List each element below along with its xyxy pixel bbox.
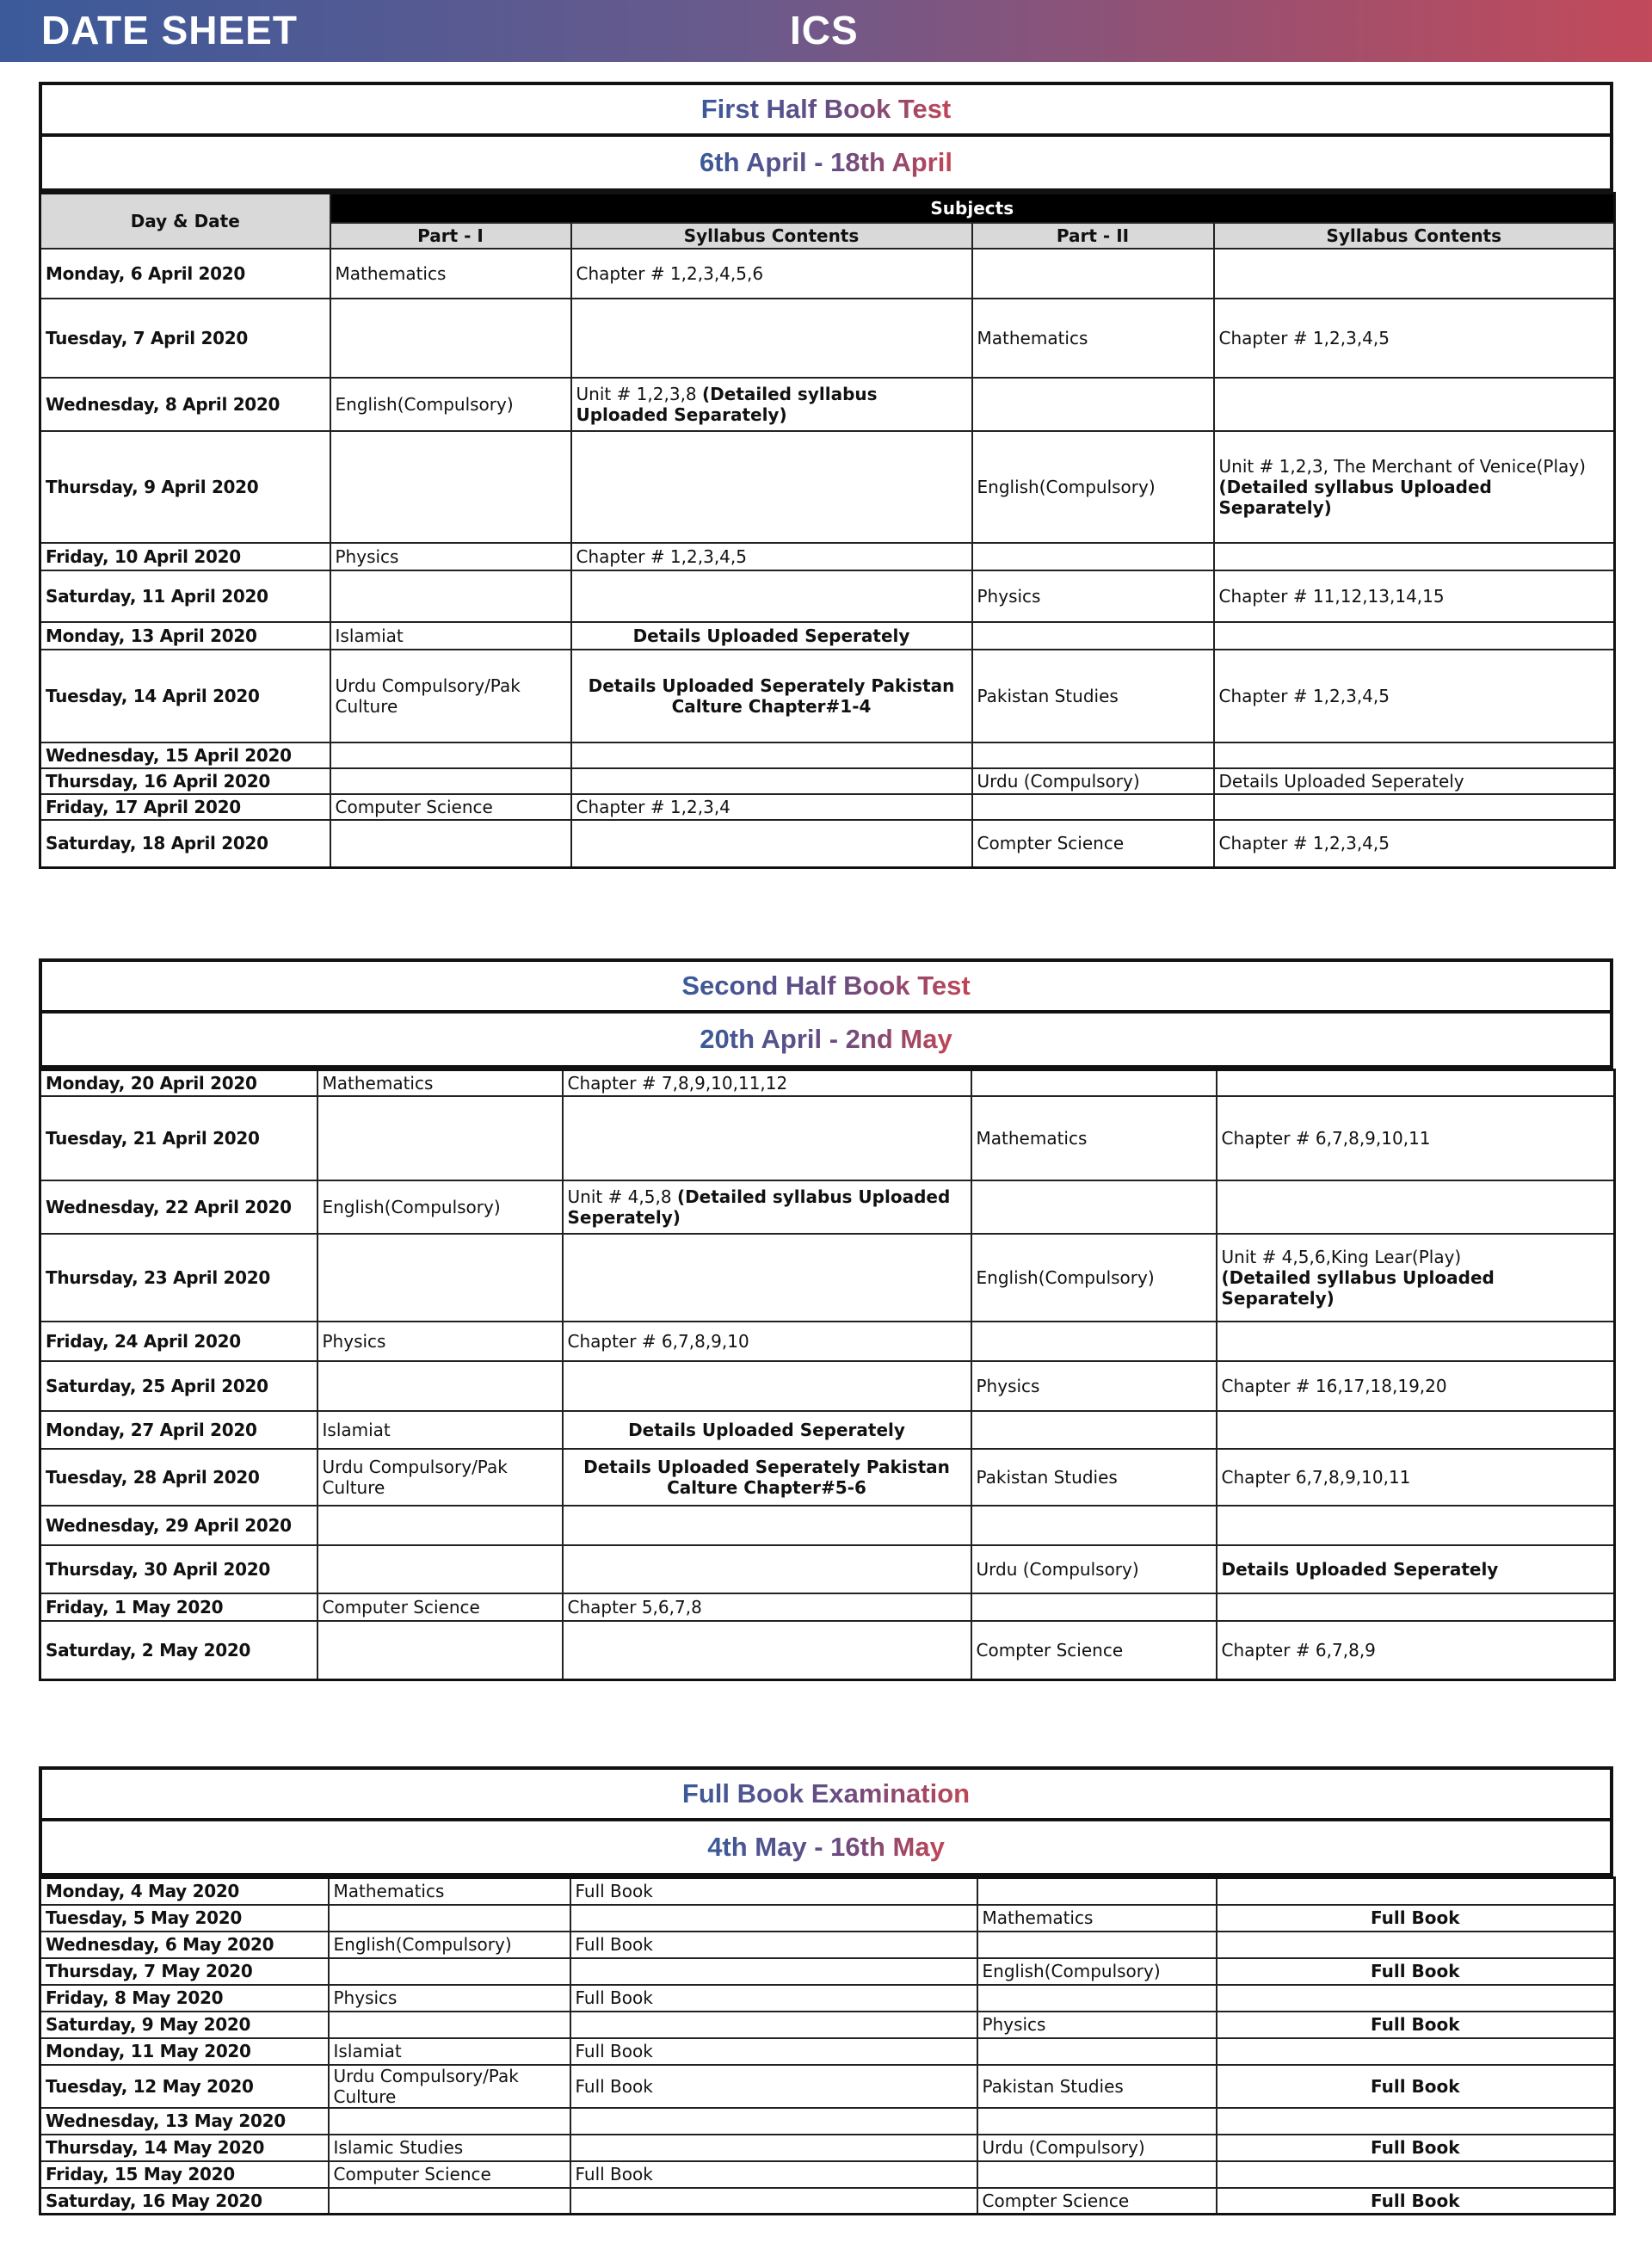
syllabus-text: Unit # 4,5,8 — [567, 1186, 672, 1207]
section-dates: 6th April - 18th April — [700, 147, 952, 177]
part1-subject-cell — [317, 1506, 563, 1545]
part1-syllabus-cell — [571, 742, 972, 768]
table-row — [40, 1985, 1615, 2012]
part2-subject-cell: Physics — [977, 2012, 1217, 2038]
syllabus-text: Unit # 1,2,3, The Merchant of Venice(Play) — [1218, 455, 1586, 477]
part2-subject-cell — [972, 543, 1214, 570]
subjects-header: Subjects — [330, 194, 1615, 223]
part1-syllabus-cell — [570, 2012, 977, 2038]
day-date-cell: Saturday, 25 April 2020 — [40, 1361, 317, 1411]
part2-syllabus-cell — [1214, 543, 1615, 570]
part1-subject-cell: Physics — [329, 1985, 570, 2012]
part2-subject-cell — [972, 378, 1214, 431]
table-row — [40, 2108, 1615, 2135]
table-row — [40, 1322, 1615, 1361]
table-row — [40, 1411, 1615, 1449]
part2-syllabus-cell — [1217, 1411, 1615, 1449]
schedule-table — [39, 1069, 1616, 1681]
part2-syllabus-cell — [1217, 1361, 1615, 1411]
part2-syllabus-cell — [1217, 1545, 1615, 1593]
day-date-cell: Thursday, 9 April 2020 — [40, 431, 330, 543]
table-row — [40, 1621, 1615, 1679]
day-date-cell: Thursday, 14 May 2020 — [40, 2135, 329, 2161]
part2-subject-cell: English(Compulsory) — [971, 1234, 1217, 1322]
part2-syllabus-cell — [1217, 2038, 1615, 2065]
day-date-cell: Saturday, 2 May 2020 — [40, 1621, 317, 1679]
date-sheet-heading: DATE SHEET — [41, 8, 298, 52]
table-row — [40, 820, 1615, 868]
part1-subject-cell: Islamiat — [329, 2038, 570, 2065]
day-date-cell: Friday, 15 May 2020 — [40, 2161, 329, 2188]
syllabus-text: Chapter # 6,7,8,9 — [1221, 1639, 1376, 1661]
part2-syllabus-cell — [1214, 820, 1615, 868]
table-row — [40, 650, 1615, 742]
part2-syllabus-cell — [1217, 2161, 1615, 2188]
day-date-cell: Wednesday, 29 April 2020 — [40, 1506, 317, 1545]
part1-syllabus-cell — [563, 1096, 971, 1180]
part2-syllabus-cell — [1214, 794, 1615, 820]
part2-syllabus-cell — [1214, 650, 1615, 742]
part1-syllabus-cell — [563, 1545, 971, 1593]
part1-subject-cell — [330, 768, 571, 794]
syllabus-text: Chapter # 7,8,9,10,11,12 — [567, 1073, 788, 1094]
table-row — [40, 1096, 1615, 1180]
part1-syllabus-cell — [571, 431, 972, 543]
part2-syllabus-cell — [1214, 299, 1615, 378]
section-dates: 20th April - 2nd May — [700, 1024, 952, 1054]
syllabus-note: Details Uploaded Seperately Pakistan Calture Chapter#1-4 — [588, 675, 955, 717]
table-row — [40, 431, 1615, 543]
part2-syllabus-cell — [1217, 1905, 1615, 1932]
syllabus-note: (Detailed syllabus Uploaded Separately) — [1218, 476, 1492, 518]
table-row — [40, 1449, 1615, 1506]
day-date-cell: Friday, 10 April 2020 — [40, 543, 330, 570]
part2-subject-cell — [971, 1180, 1217, 1234]
part2-subject-cell: Mathematics — [977, 1905, 1217, 1932]
part1-syllabus-cell — [571, 249, 972, 299]
part2-syllabus-cell — [1217, 1180, 1615, 1234]
syllabus-text: Details Uploaded Seperately — [1218, 770, 1464, 792]
part2-subject-cell: English(Compulsory) — [972, 431, 1214, 543]
part2-subject-cell: Physics — [971, 1361, 1217, 1411]
part1-subject-cell: English(Compulsory) — [317, 1180, 563, 1234]
part2-subject-cell — [972, 249, 1214, 299]
part2-syllabus-cell — [1217, 1234, 1615, 1322]
part1-subject-cell — [317, 1096, 563, 1180]
header-bar — [0, 0, 1652, 62]
part2-syllabus-cell — [1214, 622, 1615, 650]
part2-subject-cell: Compter Science — [977, 2188, 1217, 2215]
part2-header: Part - II — [972, 223, 1214, 249]
part2-subject-cell — [977, 2161, 1217, 2188]
syllabus1-header: Syllabus Contents — [571, 223, 972, 249]
part1-syllabus-cell — [571, 622, 972, 650]
subjects-header-row — [40, 194, 1615, 223]
syllabus-text: Chapter # 6,7,8,9,10,11 — [1221, 1128, 1431, 1149]
day-date-cell: Monday, 20 April 2020 — [40, 1070, 317, 1097]
part1-subject-cell: English(Compulsory) — [329, 1932, 570, 1958]
day-date-cell: Tuesday, 14 April 2020 — [40, 650, 330, 742]
day-date-cell: Monday, 27 April 2020 — [40, 1411, 317, 1449]
day-date-cell: Friday, 17 April 2020 — [40, 794, 330, 820]
syllabus-text: Full Book — [575, 2164, 653, 2184]
syllabus-text: Chapter # 6,7,8,9,10 — [567, 1331, 749, 1352]
syllabus-text: Full Book — [575, 2075, 653, 2097]
part1-syllabus-cell — [570, 2065, 977, 2108]
part1-header: Part - I — [330, 223, 571, 249]
part1-syllabus-cell — [570, 2161, 977, 2188]
part2-syllabus-cell — [1217, 1593, 1615, 1621]
part1-subject-cell: Urdu Compulsory/Pak Culture — [317, 1449, 563, 1506]
part2-syllabus-cell — [1217, 1506, 1615, 1545]
syllabus-text: Full Book — [1370, 2014, 1460, 2035]
part2-syllabus-cell — [1214, 378, 1615, 431]
section-dates-box — [39, 1014, 1613, 1069]
syllabus-note: Details Uploaded Seperately — [1221, 1559, 1499, 1580]
table-row — [40, 1878, 1615, 1905]
syllabus-text: Chapter # 1,2,3,4,5 — [1218, 685, 1390, 706]
table-row — [40, 2161, 1615, 2188]
part1-subject-cell: English(Compulsory) — [330, 378, 571, 431]
part2-syllabus-cell — [1217, 1878, 1615, 1905]
part2-subject-cell: Compter Science — [971, 1621, 1217, 1679]
day-date-cell: Wednesday, 22 April 2020 — [40, 1180, 317, 1234]
part1-subject-cell — [329, 2108, 570, 2135]
part1-subject-cell — [330, 431, 571, 543]
program-heading: ICS — [790, 8, 859, 52]
table-row — [40, 2188, 1615, 2215]
part1-syllabus-cell — [570, 1958, 977, 1985]
syllabus-text: Unit # 4,5,6,King Lear(Play) — [1221, 1247, 1462, 1267]
syllabus-text: Full Book — [575, 1881, 653, 1902]
section-dates: 4th May - 16th May — [707, 1832, 945, 1862]
part2-subject-cell: English(Compulsory) — [977, 1958, 1217, 1985]
day-date-cell: Saturday, 9 May 2020 — [40, 2012, 329, 2038]
day-date-cell: Wednesday, 15 April 2020 — [40, 742, 330, 768]
part1-syllabus-cell — [563, 1322, 971, 1361]
part2-subject-cell — [977, 2108, 1217, 2135]
day-date-cell: Saturday, 18 April 2020 — [40, 820, 330, 868]
syllabus-text: Chapter # 1,2,3,4,5 — [1218, 327, 1390, 348]
part1-subject-cell — [329, 2012, 570, 2038]
syllabus-text: Full Book — [1370, 2075, 1460, 2097]
day-date-cell: Saturday, 11 April 2020 — [40, 570, 330, 622]
table-row — [40, 543, 1615, 570]
table-row — [40, 1180, 1615, 1234]
part2-syllabus-cell — [1217, 2065, 1615, 2108]
table-row — [40, 378, 1615, 431]
day-date-cell: Monday, 4 May 2020 — [40, 1878, 329, 1905]
section-title-box — [39, 958, 1613, 1014]
part2-subject-cell — [971, 1506, 1217, 1545]
day-date-cell: Tuesday, 12 May 2020 — [40, 2065, 329, 2108]
part1-syllabus-cell — [571, 378, 972, 431]
part1-syllabus-cell — [563, 1593, 971, 1621]
part2-subject-cell — [972, 622, 1214, 650]
part1-syllabus-cell — [571, 570, 972, 622]
day-date-cell: Monday, 11 May 2020 — [40, 2038, 329, 2065]
part2-subject-cell — [972, 794, 1214, 820]
part1-syllabus-cell — [563, 1180, 971, 1234]
part2-subject-cell: Physics — [972, 570, 1214, 622]
section-first-half — [39, 82, 1613, 869]
section-title: Full Book Examination — [681, 1778, 971, 1808]
syllabus-text: Chapter # 1,2,3,4,5 — [576, 545, 747, 567]
day-date-cell: Tuesday, 28 April 2020 — [40, 1449, 317, 1506]
schedule-table — [39, 1876, 1616, 2215]
syllabus-text: Chapter # 1,2,3,4,5,6 — [576, 262, 764, 284]
table-row — [40, 2065, 1615, 2108]
part2-subject-cell — [971, 1322, 1217, 1361]
part1-syllabus-cell — [571, 299, 972, 378]
day-date-cell: Thursday, 7 May 2020 — [40, 1958, 329, 1985]
part1-syllabus-cell — [570, 2188, 977, 2215]
day-date-header: Day & Date — [40, 194, 330, 249]
table-row — [40, 1905, 1615, 1932]
part1-syllabus-cell — [563, 1621, 971, 1679]
syllabus-text: Chapter # 1,2,3,4 — [576, 796, 730, 817]
day-date-cell: Friday, 8 May 2020 — [40, 1985, 329, 2012]
syllabus-note: (Detailed syllabus Uploaded Seperately) — [567, 1186, 951, 1228]
section-full-book — [39, 1766, 1613, 2215]
syllabus-note: Details Uploaded Seperately — [632, 625, 910, 646]
syllabus-text: Chapter # 1,2,3,4,5 — [1218, 833, 1390, 854]
part1-subject-cell: Computer Science — [330, 794, 571, 820]
section-title: Second Half Book Test — [681, 970, 971, 1001]
section-title-box — [39, 1766, 1613, 1821]
part1-subject-cell: Urdu Compulsory/Pak Culture — [329, 2065, 570, 2108]
part1-subject-cell — [329, 1905, 570, 1932]
part2-syllabus-cell — [1217, 1322, 1615, 1361]
day-date-cell: Wednesday, 8 April 2020 — [40, 378, 330, 431]
table-row — [40, 249, 1615, 299]
day-date-cell: Wednesday, 13 May 2020 — [40, 2108, 329, 2135]
part2-syllabus-cell — [1214, 249, 1615, 299]
section-dates-box — [39, 1821, 1613, 1876]
part1-subject-cell — [330, 742, 571, 768]
part1-subject-cell — [317, 1621, 563, 1679]
part1-subject-cell: Islamic Studies — [329, 2135, 570, 2161]
part2-subject-cell: Mathematics — [971, 1096, 1217, 1180]
part2-subject-cell — [977, 1985, 1217, 2012]
part1-subject-cell — [317, 1361, 563, 1411]
syllabus-text: Chapter # 16,17,18,19,20 — [1221, 1376, 1447, 1396]
part1-syllabus-cell — [570, 1878, 977, 1905]
section-title: First Half Book Test — [700, 94, 952, 124]
part1-syllabus-cell — [570, 2135, 977, 2161]
part2-syllabus-cell — [1217, 1621, 1615, 1679]
part2-subject-cell: Mathematics — [972, 299, 1214, 378]
part1-subject-cell: Mathematics — [330, 249, 571, 299]
part1-subject-cell: Physics — [317, 1322, 563, 1361]
part1-syllabus-cell — [570, 1985, 977, 2012]
day-date-cell: Thursday, 16 April 2020 — [40, 768, 330, 794]
day-date-cell: Saturday, 16 May 2020 — [40, 2188, 329, 2215]
part1-subject-cell — [329, 1958, 570, 1985]
part2-syllabus-cell — [1217, 1070, 1615, 1097]
syllabus-text: Full Book — [575, 1934, 653, 1955]
syllabus-note: Details Uploaded Seperately — [628, 1420, 905, 1440]
part1-subject-cell: Islamiat — [317, 1411, 563, 1449]
part1-subject-cell — [330, 820, 571, 868]
table-row — [40, 2038, 1615, 2065]
part2-subject-cell — [971, 1070, 1217, 1097]
part2-subject-cell: Urdu (Compulsory) — [972, 768, 1214, 794]
part1-syllabus-cell — [570, 1905, 977, 1932]
day-date-cell: Wednesday, 6 May 2020 — [40, 1932, 329, 1958]
part1-subject-cell: Mathematics — [329, 1878, 570, 1905]
part1-syllabus-cell — [571, 794, 972, 820]
table-row — [40, 742, 1615, 768]
part1-syllabus-cell — [571, 768, 972, 794]
syllabus-text: Full Book — [1370, 2137, 1460, 2158]
part1-subject-cell — [330, 299, 571, 378]
part2-subject-cell — [977, 1878, 1217, 1905]
part2-syllabus-cell — [1217, 1096, 1615, 1180]
part1-subject-cell — [329, 2188, 570, 2215]
day-date-cell: Monday, 6 April 2020 — [40, 249, 330, 299]
part1-syllabus-cell — [571, 650, 972, 742]
day-date-cell: Friday, 24 April 2020 — [40, 1322, 317, 1361]
part2-syllabus-cell — [1217, 2135, 1615, 2161]
part1-subject-cell: Physics — [330, 543, 571, 570]
syllabus-note: (Detailed syllabus Uploaded Separately) — [1221, 1267, 1495, 1309]
syllabus-note: Details Uploaded Seperately Pakistan Calture Chapter#5-6 — [583, 1457, 950, 1498]
part1-subject-cell — [317, 1234, 563, 1322]
syllabus-note: (Detailed syllabus Uploaded Separately) — [576, 383, 878, 425]
table-row — [40, 1234, 1615, 1322]
table-row — [40, 1506, 1615, 1545]
table-row — [40, 1545, 1615, 1593]
table-row — [40, 794, 1615, 820]
section-second-half — [39, 958, 1613, 1681]
part1-subject-cell: Urdu Compulsory/Pak Culture — [330, 650, 571, 742]
part2-subject-cell: Urdu (Compulsory) — [977, 2135, 1217, 2161]
part1-syllabus-cell — [570, 2108, 977, 2135]
syllabus-text: Full Book — [1370, 2190, 1460, 2211]
syllabus-text: Full Book — [575, 2041, 653, 2061]
syllabus-text: Full Book — [1370, 1961, 1460, 1981]
schedule-table — [39, 192, 1616, 869]
part1-subject-cell — [317, 1545, 563, 1593]
day-date-cell: Thursday, 23 April 2020 — [40, 1234, 317, 1322]
part1-syllabus-cell — [563, 1411, 971, 1449]
day-date-cell: Tuesday, 5 May 2020 — [40, 1905, 329, 1932]
syllabus-text: Chapter # 11,12,13,14,15 — [1218, 585, 1445, 607]
table-row — [40, 299, 1615, 378]
part1-subject-cell: Mathematics — [317, 1070, 563, 1097]
part1-subject-cell: Islamiat — [330, 622, 571, 650]
part2-syllabus-cell — [1214, 431, 1615, 543]
day-date-cell: Tuesday, 7 April 2020 — [40, 299, 330, 378]
part2-syllabus-cell — [1217, 1449, 1615, 1506]
section-dates-box — [39, 137, 1613, 192]
table-row — [40, 2135, 1615, 2161]
part2-subject-cell: Pakistan Studies — [971, 1449, 1217, 1506]
part1-syllabus-cell — [563, 1449, 971, 1506]
part1-syllabus-cell — [563, 1506, 971, 1545]
syllabus-text: Unit # 1,2,3,8 — [576, 383, 697, 404]
part1-subject-cell — [330, 570, 571, 622]
syllabus-text: Chapter 6,7,8,9,10,11 — [1221, 1467, 1411, 1488]
part2-subject-cell — [977, 2038, 1217, 2065]
part1-syllabus-cell — [571, 820, 972, 868]
part2-subject-cell: Pakistan Studies — [977, 2065, 1217, 2108]
day-date-cell: Thursday, 30 April 2020 — [40, 1545, 317, 1593]
part1-syllabus-cell — [563, 1361, 971, 1411]
part2-subject-cell — [971, 1593, 1217, 1621]
part2-subject-cell — [972, 742, 1214, 768]
day-date-cell: Monday, 13 April 2020 — [40, 622, 330, 650]
part2-syllabus-cell — [1217, 1932, 1615, 1958]
part2-syllabus-cell — [1214, 742, 1615, 768]
table-row — [40, 2012, 1615, 2038]
part1-syllabus-cell — [570, 2038, 977, 2065]
day-date-cell: Friday, 1 May 2020 — [40, 1593, 317, 1621]
part1-subject-cell: Computer Science — [329, 2161, 570, 2188]
part2-syllabus-cell — [1217, 1958, 1615, 1985]
syllabus2-header: Syllabus Contents — [1214, 223, 1615, 249]
part2-syllabus-cell — [1214, 570, 1615, 622]
table-row — [40, 1932, 1615, 1958]
part1-syllabus-cell — [563, 1070, 971, 1097]
table-row — [40, 570, 1615, 622]
part2-subject-cell: Compter Science — [972, 820, 1214, 868]
part2-subject-cell — [971, 1411, 1217, 1449]
table-row — [40, 1361, 1615, 1411]
table-row — [40, 622, 1615, 650]
part2-subject-cell — [977, 1932, 1217, 1958]
part2-syllabus-cell — [1217, 2188, 1615, 2215]
part2-syllabus-cell — [1217, 2108, 1615, 2135]
part2-syllabus-cell — [1217, 2012, 1615, 2038]
table-row — [40, 768, 1615, 794]
table-row — [40, 1958, 1615, 1985]
section-title-box — [39, 82, 1613, 137]
part1-syllabus-cell — [571, 543, 972, 570]
table-row — [40, 1070, 1615, 1097]
part1-subject-cell: Computer Science — [317, 1593, 563, 1621]
syllabus-text: Full Book — [1370, 1907, 1460, 1928]
part1-syllabus-cell — [563, 1234, 971, 1322]
part2-subject-cell: Pakistan Studies — [972, 650, 1214, 742]
part2-syllabus-cell — [1214, 768, 1615, 794]
part1-syllabus-cell — [570, 1932, 977, 1958]
syllabus-text: Full Book — [575, 1987, 653, 2008]
part2-syllabus-cell — [1217, 1985, 1615, 2012]
syllabus-text: Chapter 5,6,7,8 — [567, 1597, 702, 1617]
part2-subject-cell: Urdu (Compulsory) — [971, 1545, 1217, 1593]
day-date-cell: Tuesday, 21 April 2020 — [40, 1096, 317, 1180]
table-row — [40, 1593, 1615, 1621]
